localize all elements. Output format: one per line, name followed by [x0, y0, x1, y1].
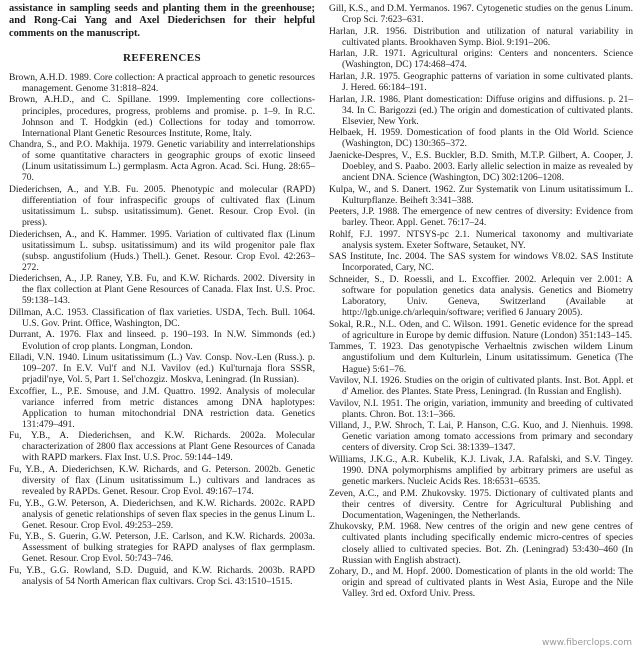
reference-entry: Harlan, J.R. 1956. Distribution and utilization of natural variability in cultivated plants. Brookhaven Symp. Biol. 9:191–206. — [329, 25, 633, 48]
reference-entry: Brown, A.H.D. 1989. Core collection: A practical approach to genetic resources management. Genome 31:818–824. — [9, 71, 315, 94]
reference-entry: Diederichsen, A., and Y.B. Fu. 2005. Phenotypic and molecular (RAPD) differentiation of four infraspecific groups of cultivated flax (Linum usitatissimum L. subsp. usitatissimum). Genet. Resour. Crop Evol. (in press). — [9, 183, 315, 228]
reference-entry: Fu, Y.B., S. Guerin, G.W. Peterson, J.E. Carlson, and K.W. Richards. 2003a. Assessment of bulking strategies for RAPD analyses of flax germplasm. Genet. Resour. Crop Evol. 50:743–746. — [9, 531, 315, 565]
reference-entry: Durrant, A. 1976. Flax and linseed. p. 190–193. In N.W. Simmonds (ed.) Evolution of crop plants. Longman, London. — [9, 329, 315, 352]
acknowledgment-text: assistance in sampling seeds and planting them in the greenhouse; and Rong-Cai Yang and Axel Diederichsen for their helpful comments on the manuscript. — [9, 3, 315, 39]
paper-page — [9, 3, 633, 647]
reference-entry: Williams, J.K.G., A.R. Kubelik, K.J. Livak, J.A. Rafalski, and S.V. Tingey. 1990. DNA polymorphisms amplified by arbitrary primers are useful as genetic markers. Nucleic Acids Res. 18:6531–6535. — [329, 454, 633, 488]
reference-entry: Chandra, S., and P.O. Makhija. 1979. Genetic variability and interrelationships of some quantitative characters in geographic groups of exotic linseed (Linum usitatissimum L.) germplasm. Acta Agron. Acad. Sci. Hung. 28:65–70. — [9, 139, 315, 184]
reference-entry: Kulpa, W., and S. Danert. 1962. Zur Systematik von Linum usitatissimum L. Kulturpflanze. Beiheft 3:341–388. — [329, 183, 633, 206]
reference-entry: Harlan, J.R. 1971. Agricultural origins: Centers and noncenters. Science (Washington, DC) 174:468–474. — [329, 48, 633, 71]
reference-entry: Gill, K.S., and D.M. Yermanos. 1967. Cytogenetic studies on the genus Linum. Crop Sci. 7:623–631. — [329, 3, 633, 26]
references-heading: REFERENCES — [123, 51, 201, 64]
reference-entry: Diederichsen, A., J.P. Raney, Y.B. Fu, and K.W. Richards. 2002. Diversity in the flax collection at Plant Gene Resources of Canada. Flax Inst. U.S. Proc. 59:138–143. — [9, 273, 315, 307]
reference-entry: Helbaek, H. 1959. Domestication of food plants in the Old World. Science (Washington, DC) 130:365–372. — [329, 127, 633, 150]
reference-entry: Elladi, V.N. 1940. Linum usitatissimum (L.) Vav. Consp. Nov.-Len (Russ.). p. 109–207. In E.V. Vul'f and N.I. Vavilov (ed.) Kul'turnaja flora SSSR, prjadil'nye, Vol. 5, Part 1. Sel'chozgiz. Moskva, Leningrad. (In Russian). — [9, 352, 315, 386]
reference-entry: Jaenicke-Despres, V., E.S. Buckler, B.D. Smith, M.T.P. Gilbert, A. Cooper, J. Doebley, and S. Paabo. 2003. Early allelic selection in maize as revealed by ancient DNA. Science (Washington, DC) 302:1206–1208. — [329, 149, 633, 183]
reference-entry: Excoffier, L., P.E. Smouse, and J.M. Quattro. 1992. Analysis of molecular variance inferred from metric distances among DNA haplotypes: Application to human mitochondrial DNA restriction data. Genetics 131:479–491. — [9, 385, 315, 430]
reference-entry: Sokal, R.R., N.L. Oden, and C. Wilson. 1991. Genetic evidence for the spread of agriculture in Europe by demic diffusion. Nature (London) 351:143–145. — [329, 318, 633, 341]
left-reference-list — [9, 72, 315, 587]
reference-entry: Fu, Y.B., G.W. Peterson, A. Diederichsen, and K.W. Richards. 2002c. RAPD analysis of genetic relationships of seven flax species in the genus Linum L. Genet. Resour. Crop Evol. 49:253–259. — [9, 497, 315, 531]
reference-entry: Fu, Y.B., A. Diederichsen, and K.W. Richards. 2002a. Molecular characterization of 2800 flax accessions at Plant Gene Resources of Canada with RAPD markers. Flax Inst. U.S. Proc. 59:144–149. — [9, 430, 315, 464]
reference-entry: Tammes, T. 1923. Das genotypische Verhaeltnis zwischen wildem Linum angustifolium und dem Kulturlein, Linum usitatissimum. Genetica (The Hague) 5:61–76. — [329, 341, 633, 375]
reference-entry: Vavilov, N.I. 1926. Studies on the origin of cultivated plants. Inst. Bot. Appl. et d' Amelior. des Plantes. State Press, Leningrad. (In Russian and English). — [329, 375, 633, 398]
reference-entry: Vavilov, N.I. 1951. The origin, variation, immunity and breeding of cultivated plants. Chron. Bot. 13:1–366. — [329, 397, 633, 420]
reference-entry: Fu, Y.B., A. Diederichsen, K.W. Richards, and G. Peterson. 2002b. Genetic diversity of flax (Linum usitatissimum L.) cultivars and landraces as revealed by RAPDs. Genet. Resour. Crop Evol. 49:167–174. — [9, 464, 315, 498]
reference-entry: Brown, A.H.D., and C. Spillane. 1999. Implementing core collections-principles, procedures, progress, problems and promise. p. 1–9. In R.C. Johnson and T. Hodgkin (ed.) Collections for today and tomorrow. International Plant Genetic Resources Institute, Rome, Italy. — [9, 94, 315, 139]
reference-entry: Rohlf, F.J. 1997. NTSYS-pc 2.1. Numerical taxonomy and multivariate analysis system. Exeter Software, Setauket, NY. — [329, 228, 633, 251]
right-column — [329, 3, 633, 647]
reference-entry: SAS Institute, Inc. 2004. The SAS system for windows V8.02. SAS Institute Incorporated, Cary, NC. — [329, 251, 633, 274]
reference-entry: Diederichsen, A., and K. Hammer. 1995. Variation of cultivated flax (Linum usitatissimum L. subsp. usitatissimum) and its wild progenitor pale flax (subsp. angustifolium (Huds.) Thell.). Genet. Resour. Crop Evol. 42:263–272. — [9, 228, 315, 273]
reference-entry: Zhukovsky, P.M. 1968. New centres of the origin and new gene centres of cultivated plants including specifically endemic micro-centres of species closely allied to cultivated species. Bot. Zh. (Leningrad) 53:430–460 (In Russian with English abstract). — [329, 521, 633, 566]
reference-entry: Dillman, A.C. 1953. Classification of flax varieties. USDA, Tech. Bull. 1064. U.S. Gov. Print. Office, Washington, DC. — [9, 306, 315, 329]
reference-entry: Harlan, J.R. 1975. Geographic patterns of variation in some cultivated plants. J. Hered. 66:184–191. — [329, 70, 633, 93]
right-reference-list — [329, 3, 633, 599]
reference-entry: Fu, Y.B., G.G. Rowland, S.D. Duguid, and K.W. Richards. 2003b. RAPD analysis of 54 North American flax cultivars. Crop Sci. 43:1510–1515. — [9, 564, 315, 587]
reference-entry: Peeters, J.P. 1988. The emergence of new centres of diversity: Evidence from barley. Theor. Appl. Genet. 76:17–24. — [329, 206, 633, 229]
watermark: www.fiberclops.com — [542, 638, 632, 648]
reference-entry: Zohary, D., and M. Hopf. 2000. Domestication of plants in the old world: The origin and spread of cultivated plants in West Asia, Europe and the Nile Valley. 3rd ed. Oxford Univ. Press. — [329, 566, 633, 600]
left-column — [9, 3, 315, 647]
reference-entry: Schneider, S., D. Roessli, and L. Excoffier. 2002. Arlequin ver 2.001: A software for population genetics data analysis. Genetics and Biometry Laboratory, Univ. Geneva, Switzerland (Available at http://lgb.unige.ch/arlequin/software; verified 6 January 2005). — [329, 274, 633, 319]
reference-entry: Harlan, J.R. 1986. Plant domestication: Diffuse origins and diffusions. p. 21–34. In C. Barigozzi (ed.) The origin and domestication of cultivated plants. Elsevier, New York. — [329, 93, 633, 127]
reference-entry: Villand, J., P.W. Shroch, T. Lai, P. Hanson, C.G. Kuo, and J. Nienhuis. 1998. Genetic variation among tomato accessions from primary and secondary centers of diversity. Crop Sci. 38:1339–1347. — [329, 420, 633, 454]
reference-entry: Zeven, A.C., and P.M. Zhukovsky. 1975. Dictionary of cultivated plants and their centres of diversity. Centre for Agricultural Publishing and Documentation, Wageningen, the Netherlands. — [329, 487, 633, 521]
